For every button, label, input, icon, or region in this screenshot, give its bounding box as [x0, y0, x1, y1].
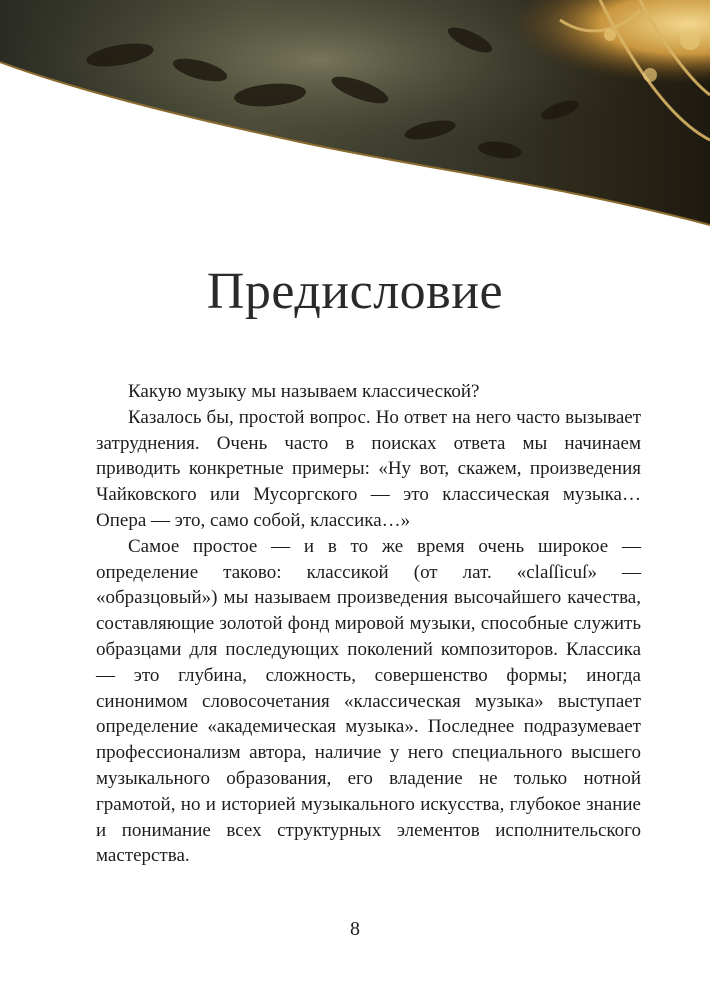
ceiling-fresco-image: [0, 0, 710, 240]
page-title: Предисловие: [206, 263, 504, 320]
body-text: [96, 379, 641, 869]
paragraph: Казалось бы, простой вопрос. Но ответ на него часто вызывает затруднения. Очень часто в поисках ответа мы начинаем приводить конкретные примеры: «Ну вот, скажем, произведения Чайковского или Мусоргского — это классическая музыка… Опера — это, само собой, классика…»: [96, 406, 641, 531]
paragraph: Какую музыку мы называем классической?: [128, 381, 480, 402]
page-number: 8: [350, 918, 360, 940]
paragraph: Самое простое — и в то же время очень широкое — определение таково: классикой (от лат. «claſſicuſ» — «образцовый») мы называем произведения высочайшего качества, составляющие золотой фонд мировой музыки, способные служить образцами для последующих поколений композиторов. Классика — это глубина, сложность, совершенство формы; иногда синонимом словосочетания «классическая музыка» выступает определение «академическая музыка». Последнее подразумевает профессионализм автора, наличие у него специального высшего музыкального образования, его владение не только нотной грамотой, но и историей музыкального искусства, глубокое знание и понимание всех структурных элементов исполнительского мастерства.: [96, 535, 641, 867]
